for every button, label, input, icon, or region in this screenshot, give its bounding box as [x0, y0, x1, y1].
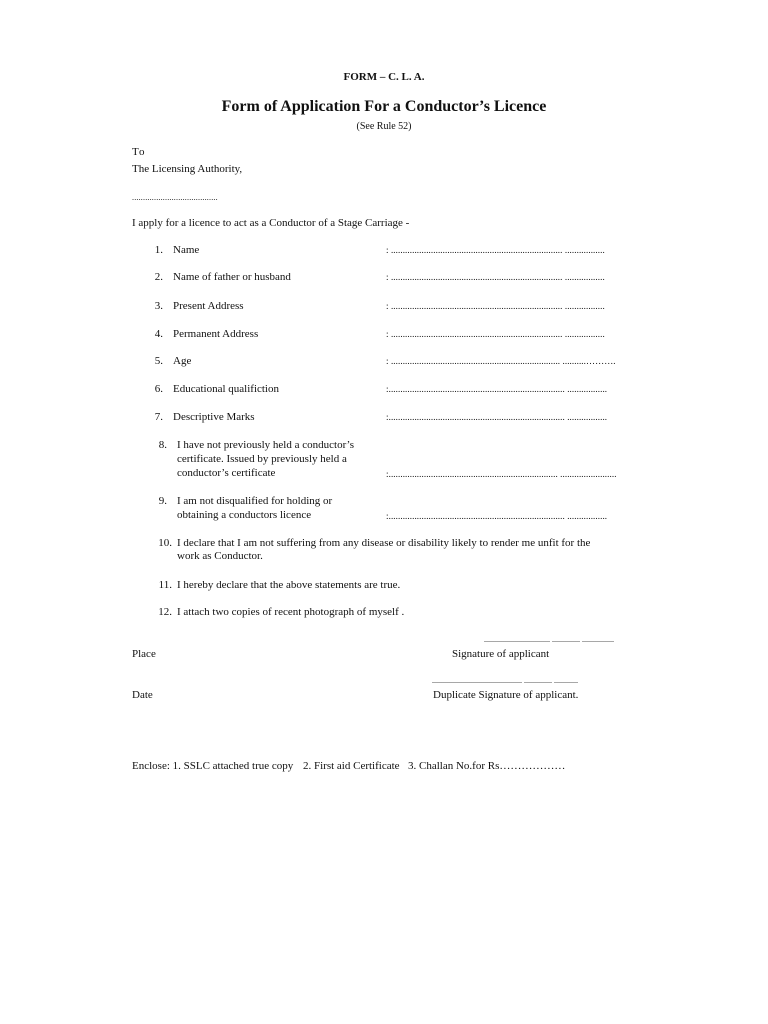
item-number: 4. [154, 328, 163, 340]
item-label: Present Address [173, 300, 244, 312]
item-label: Name of father or husband [173, 271, 291, 283]
item-number: 9. [158, 495, 167, 507]
duplicate-signature-blank[interactable]: ............................................. .............. ............ [432, 676, 578, 685]
item-number: 8. [158, 439, 167, 451]
item-label: Educational qualifiction [173, 383, 279, 395]
education-field[interactable]: :........................................................................... ................. [386, 384, 608, 394]
application-intro: I apply for a licence to act as a Conductor of a Stage Carriage - [132, 217, 410, 229]
item-label: I attach two copies of recent photograph of myself . [177, 606, 405, 618]
item-number: 5. [154, 355, 163, 367]
addressee-to: To [132, 146, 146, 158]
permanent-address-field[interactable]: : ......................................................................... ................. [386, 329, 605, 339]
item-label: Permanent Address [173, 328, 259, 340]
authority-address-blank[interactable]: ....................................... [132, 193, 218, 202]
descriptive-marks-field[interactable]: :........................................................................... ................. [386, 412, 608, 422]
enclosure-first-aid: 2. First aid Certificate [303, 760, 400, 772]
item-number: 7. [154, 411, 163, 423]
item-number: 3. [154, 300, 163, 312]
item-number: 12. [158, 606, 172, 618]
enclosure-sslc: Enclose: 1. SSLC attached true copy [132, 760, 294, 772]
duplicate-signature-label: Duplicate Signature of applicant. [433, 689, 579, 701]
licensing-authority: The Licensing Authority, [132, 163, 243, 175]
item-number: 10. [158, 537, 172, 549]
item-label: Age [173, 355, 192, 367]
enclosure-challan: 3. Challan No.for Rs……………… [408, 760, 566, 772]
disqualification-field[interactable]: :........................................................................... ................. [386, 511, 608, 521]
item-label: I have not previously held a conductor’s certificate. Issued by previously held a conductor’s certificate [177, 439, 354, 479]
signature-label: Signature of applicant [452, 648, 550, 660]
present-address-field[interactable]: : ......................................................................... ................. [386, 301, 605, 311]
previous-certificate-field[interactable]: :........................................................................ ........................ [386, 469, 617, 479]
item-label: I declare that I am not suffering from any disease or disability likely to render me unfit for the work as Conductor. [177, 537, 591, 562]
item-label: I hereby declare that the above statements are true. [177, 579, 401, 591]
age-field[interactable]: : ........................................................................ ..........………. [386, 356, 616, 366]
item-label: Name [173, 244, 200, 256]
signature-blank[interactable]: ................................. .............. ................ [484, 635, 614, 644]
item-number: 11. [158, 579, 172, 591]
form-title: Form of Application For a Conductor’s Licence [221, 98, 547, 115]
place-label: Place [132, 648, 156, 660]
item-label: Descriptive Marks [173, 411, 255, 423]
item-number: 6. [154, 383, 163, 395]
item-number: 1. [154, 244, 163, 256]
father-husband-field[interactable]: : ......................................................................... ................. [386, 272, 605, 282]
date-label: Date [132, 689, 153, 701]
rule-reference: (See Rule 52) [356, 121, 412, 132]
item-number: 2. [154, 271, 163, 283]
item-label: I am not disqualified for holding or obtaining a conductors licence [177, 495, 333, 521]
name-field[interactable]: : ......................................................................... ................. [386, 245, 605, 255]
form-code: FORM – C. L. A. [343, 71, 425, 83]
